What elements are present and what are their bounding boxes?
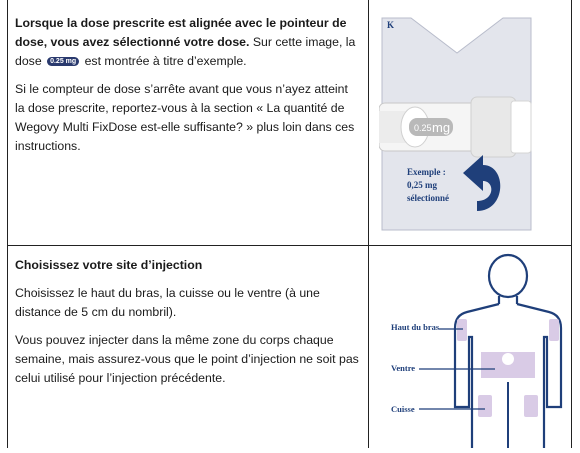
table-border-right (571, 0, 572, 448)
table-column-divider (368, 0, 369, 448)
row1-paragraph: Si le compteur de dose s’arrête avant que vous n’ayez atteint la dose prescrite, reportez-vous à la section « La quantité de Wegovy Multi FixDose est-elle suffisante? » plus loin dans ces instructions. (15, 82, 355, 153)
row1-heading (15, 14, 360, 71)
row1-heading-rest: Sur cette image, la dose (15, 35, 356, 68)
instruction-table (7, 0, 572, 448)
label-thigh: Cuisse (391, 404, 415, 414)
pen-figure (379, 15, 534, 233)
dose-window-unit: mg (432, 120, 451, 135)
row1-text (15, 14, 360, 165)
upper-arm-left-site (457, 319, 467, 341)
thigh-left-site (478, 395, 492, 417)
injection-site-diagram (377, 252, 567, 448)
thigh-right-site (524, 395, 538, 417)
table-border-left (7, 0, 8, 448)
row2-paragraph2: Vous pouvez injecter dans la même zone du corps chaque semaine, mais assurez-vous que le point d’injection ne soit pas celui utilisé pour l’injection précédente. (15, 333, 359, 385)
figure-caption-line2: 0,25 mg (407, 180, 437, 190)
navel-exclusion (502, 353, 514, 365)
label-upper-arm: Haut du bras (391, 322, 440, 332)
pen-dose-illustration (379, 15, 534, 233)
row2-paragraph1: Choisissez le haut du bras, la cuisse ou le ventre (à une distance de 5 cm du nombril). (15, 286, 320, 319)
label-belly: Ventre (391, 363, 416, 373)
figure-caption-line3: sélectionné (407, 193, 449, 203)
figure-caption-line1: Exemple : (407, 167, 446, 177)
body-figure (377, 252, 567, 448)
row2-heading (15, 256, 360, 275)
upper-arm-right-site (549, 319, 559, 341)
row1-heading-bold: Lorsque la dose prescrite est alignée avec le pointeur de dose, vous avez sélectionné votre dose. (15, 16, 347, 49)
dose-window-value: 0.25 (414, 123, 432, 133)
dose-pill-icon: 0.25 mg (47, 57, 79, 66)
table-row-divider (7, 245, 572, 246)
figure-letter: K (387, 20, 395, 30)
row2-text (15, 256, 360, 397)
row2-heading-bold: Choisissez votre site d’injection (15, 258, 203, 272)
row1-heading-tail: est montrée à titre d’exemple. (81, 54, 247, 68)
